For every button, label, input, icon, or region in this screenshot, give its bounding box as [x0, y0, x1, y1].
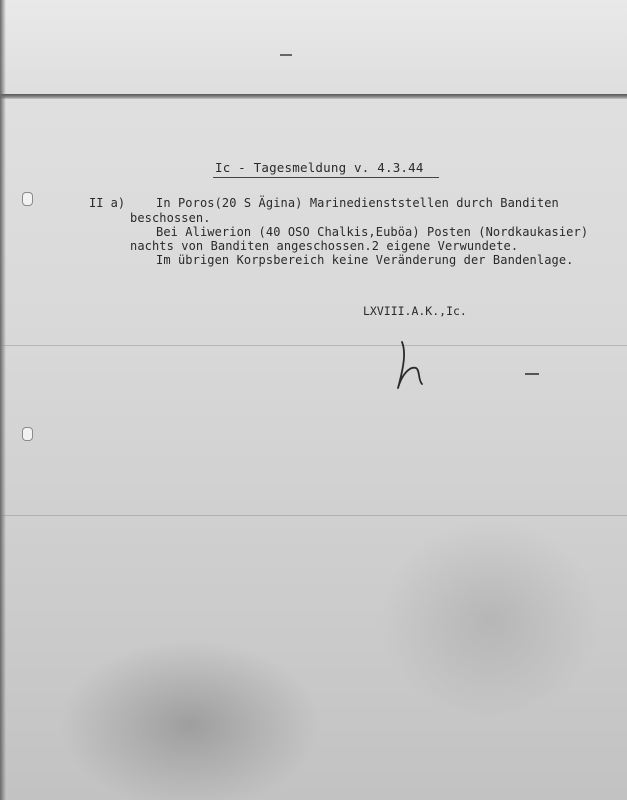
report-line: beschossen.: [130, 211, 211, 225]
previous-sheet-edge: [0, 0, 627, 96]
section-label: II a): [89, 196, 126, 210]
stray-ink-mark: [280, 54, 292, 56]
report-line: In Poros(20 S Ägina) Marinedienststellen durch Banditen: [156, 196, 559, 210]
fold-line: [0, 345, 627, 346]
pencil-mark: [525, 373, 539, 375]
unit-signature: LXVIII.A.K.,Ic.: [363, 304, 467, 318]
punch-hole: [22, 427, 33, 441]
handwritten-paraph: [388, 338, 428, 394]
fold-line: [0, 515, 627, 516]
stain: [60, 640, 320, 800]
title-underline: [213, 177, 439, 178]
left-margin-shadow: [0, 0, 6, 800]
punch-hole: [22, 192, 33, 206]
report-line: Im übrigen Korpsbereich keine Veränderung der Bandenlage.: [156, 253, 574, 267]
report-line: nachts von Banditen angeschossen.2 eigene Verwundete.: [130, 239, 519, 253]
stain: [380, 520, 600, 720]
sheet-edge-shadow: [0, 94, 627, 99]
report-line: Bei Aliwerion (40 OSO Chalkis,Euböa) Posten (Nordkaukasier): [156, 225, 589, 239]
report-title: Ic - Tagesmeldung v. 4.3.44: [215, 160, 424, 175]
